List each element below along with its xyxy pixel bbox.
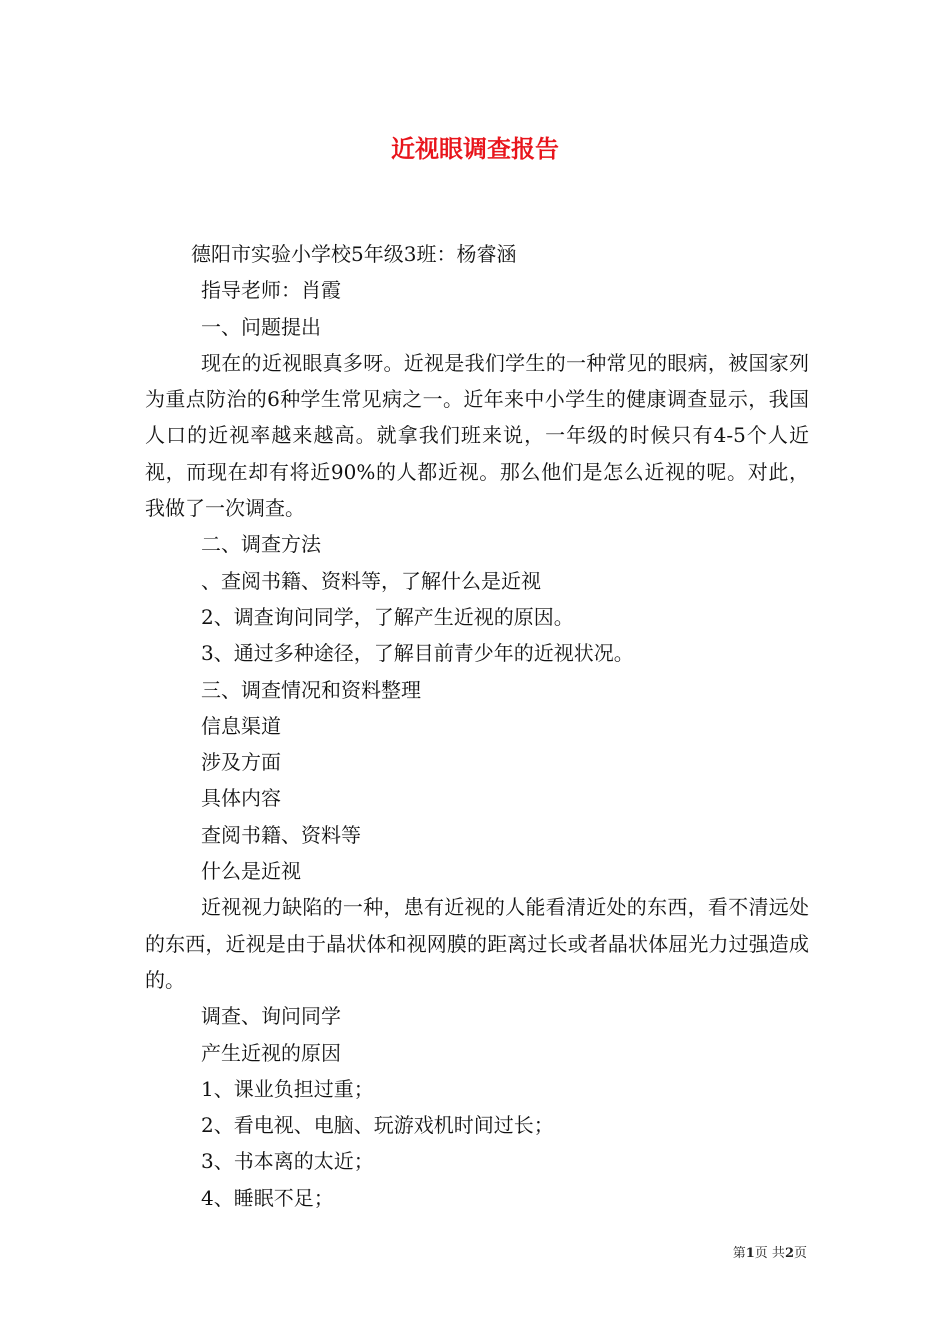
document-title: 近视眼调查报告 [391,134,559,163]
list-item: 3、通过多种途径，了解目前青少年的近视状况。 [201,641,634,666]
footer-middle: 页 共 [754,1246,785,1261]
table-cell-text: 涉及方面 [201,750,281,775]
total-page-count: 2 [784,1246,794,1261]
paragraph: 近视视力缺陷的一种，患有近视的人能看清近处的东西，看不清远处的东西，近视是由于晶状体和视网膜的距离过长或者晶状体屈光力过强造成的。 [145,895,809,992]
author-line: 德阳市实验小学校5年级3班：杨睿涵 [191,242,517,266]
section-heading: 一、问题提出 [201,314,321,339]
table-cell-text: 信息渠道 [201,713,281,738]
table-cell-text: 具体内容 [201,786,281,811]
footer-suffix: 页 [793,1246,807,1261]
paragraph: 现在的近视眼真多呀。近视是我们学生的一种常见的眼病，被国家列为重点防治的6种学生常见病之一。近年来中小学生的健康调查显示，我国人口的近视率越来越高。就拿我们班来说，一年级的时候只有4-5个人近视，而现在却有将近90%的人都近视。那么他们是怎么近视的呢。对此，我做了一次调查。 [145,350,809,521]
page-number-footer [0,1245,807,1263]
table-cell-text: 查阅书籍、资料等 [201,822,361,847]
table-cell-text: 调查、询问同学 [201,1004,341,1029]
current-page-number: 1 [745,1246,755,1261]
table-cell-text: 产生近视的原因 [201,1040,341,1065]
document-body [145,236,809,1216]
list-item: 2、调查询问同学，了解产生近视的原因。 [201,604,574,629]
list-item: 3、书本离的太近； [201,1149,374,1174]
section-heading: 二、调查方法 [201,532,321,557]
list-item: 2、看电视、电脑、玩游戏机时间过长； [201,1113,554,1138]
table-cell-text: 什么是近视 [201,859,301,884]
list-item: 4、睡眠不足； [201,1185,334,1210]
list-item: 1、课业负担过重； [201,1076,374,1101]
list-item: 、查阅书籍、资料等，了解什么是近视 [201,568,541,593]
footer-prefix: 第 [732,1246,746,1261]
teacher-line: 指导老师：肖霞 [201,278,341,303]
section-heading: 三、调查情况和资料整理 [201,677,421,702]
